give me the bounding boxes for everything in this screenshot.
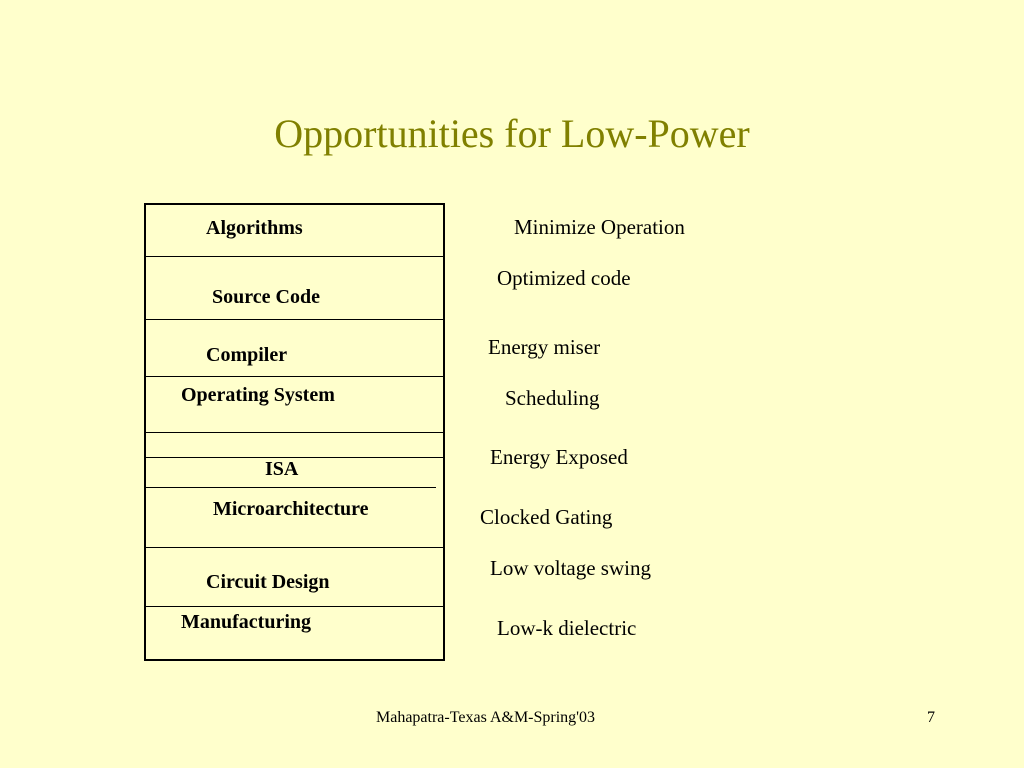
divider-line bbox=[146, 432, 443, 433]
layer-manufacturing: Manufacturing bbox=[181, 611, 311, 633]
layer-microarchitecture: Microarchitecture bbox=[213, 498, 369, 520]
technique-energy-miser: Energy miser bbox=[488, 335, 601, 359]
divider-line bbox=[146, 547, 443, 548]
layer-compiler: Compiler bbox=[206, 344, 288, 366]
layer-operating-system: Operating System bbox=[181, 384, 335, 406]
layer-circuit-design: Circuit Design bbox=[206, 571, 330, 593]
divider-line bbox=[146, 606, 443, 607]
technique-low-voltage-swing: Low voltage swing bbox=[490, 556, 651, 580]
technique-minimize-operation: Minimize Operation bbox=[514, 215, 685, 239]
layer-isa: ISA bbox=[265, 458, 299, 480]
technique-clocked-gating: Clocked Gating bbox=[480, 505, 613, 529]
page-number: 7 bbox=[927, 709, 935, 726]
technique-energy-exposed: Energy Exposed bbox=[490, 445, 628, 469]
technique-low-k-dielectric: Low-k dielectric bbox=[497, 616, 637, 640]
footer-text: Mahapatra-Texas A&M-Spring'03 bbox=[376, 709, 596, 726]
divider-line bbox=[146, 256, 443, 257]
divider-line bbox=[146, 487, 436, 488]
layer-source-code: Source Code bbox=[212, 286, 320, 308]
layer-algorithms: Algorithms bbox=[206, 217, 303, 239]
technique-scheduling: Scheduling bbox=[505, 386, 600, 410]
divider-line bbox=[146, 319, 443, 320]
slide-title: Opportunities for Low-Power bbox=[274, 111, 750, 156]
technique-optimized-code: Optimized code bbox=[497, 266, 631, 290]
divider-line bbox=[146, 376, 443, 377]
